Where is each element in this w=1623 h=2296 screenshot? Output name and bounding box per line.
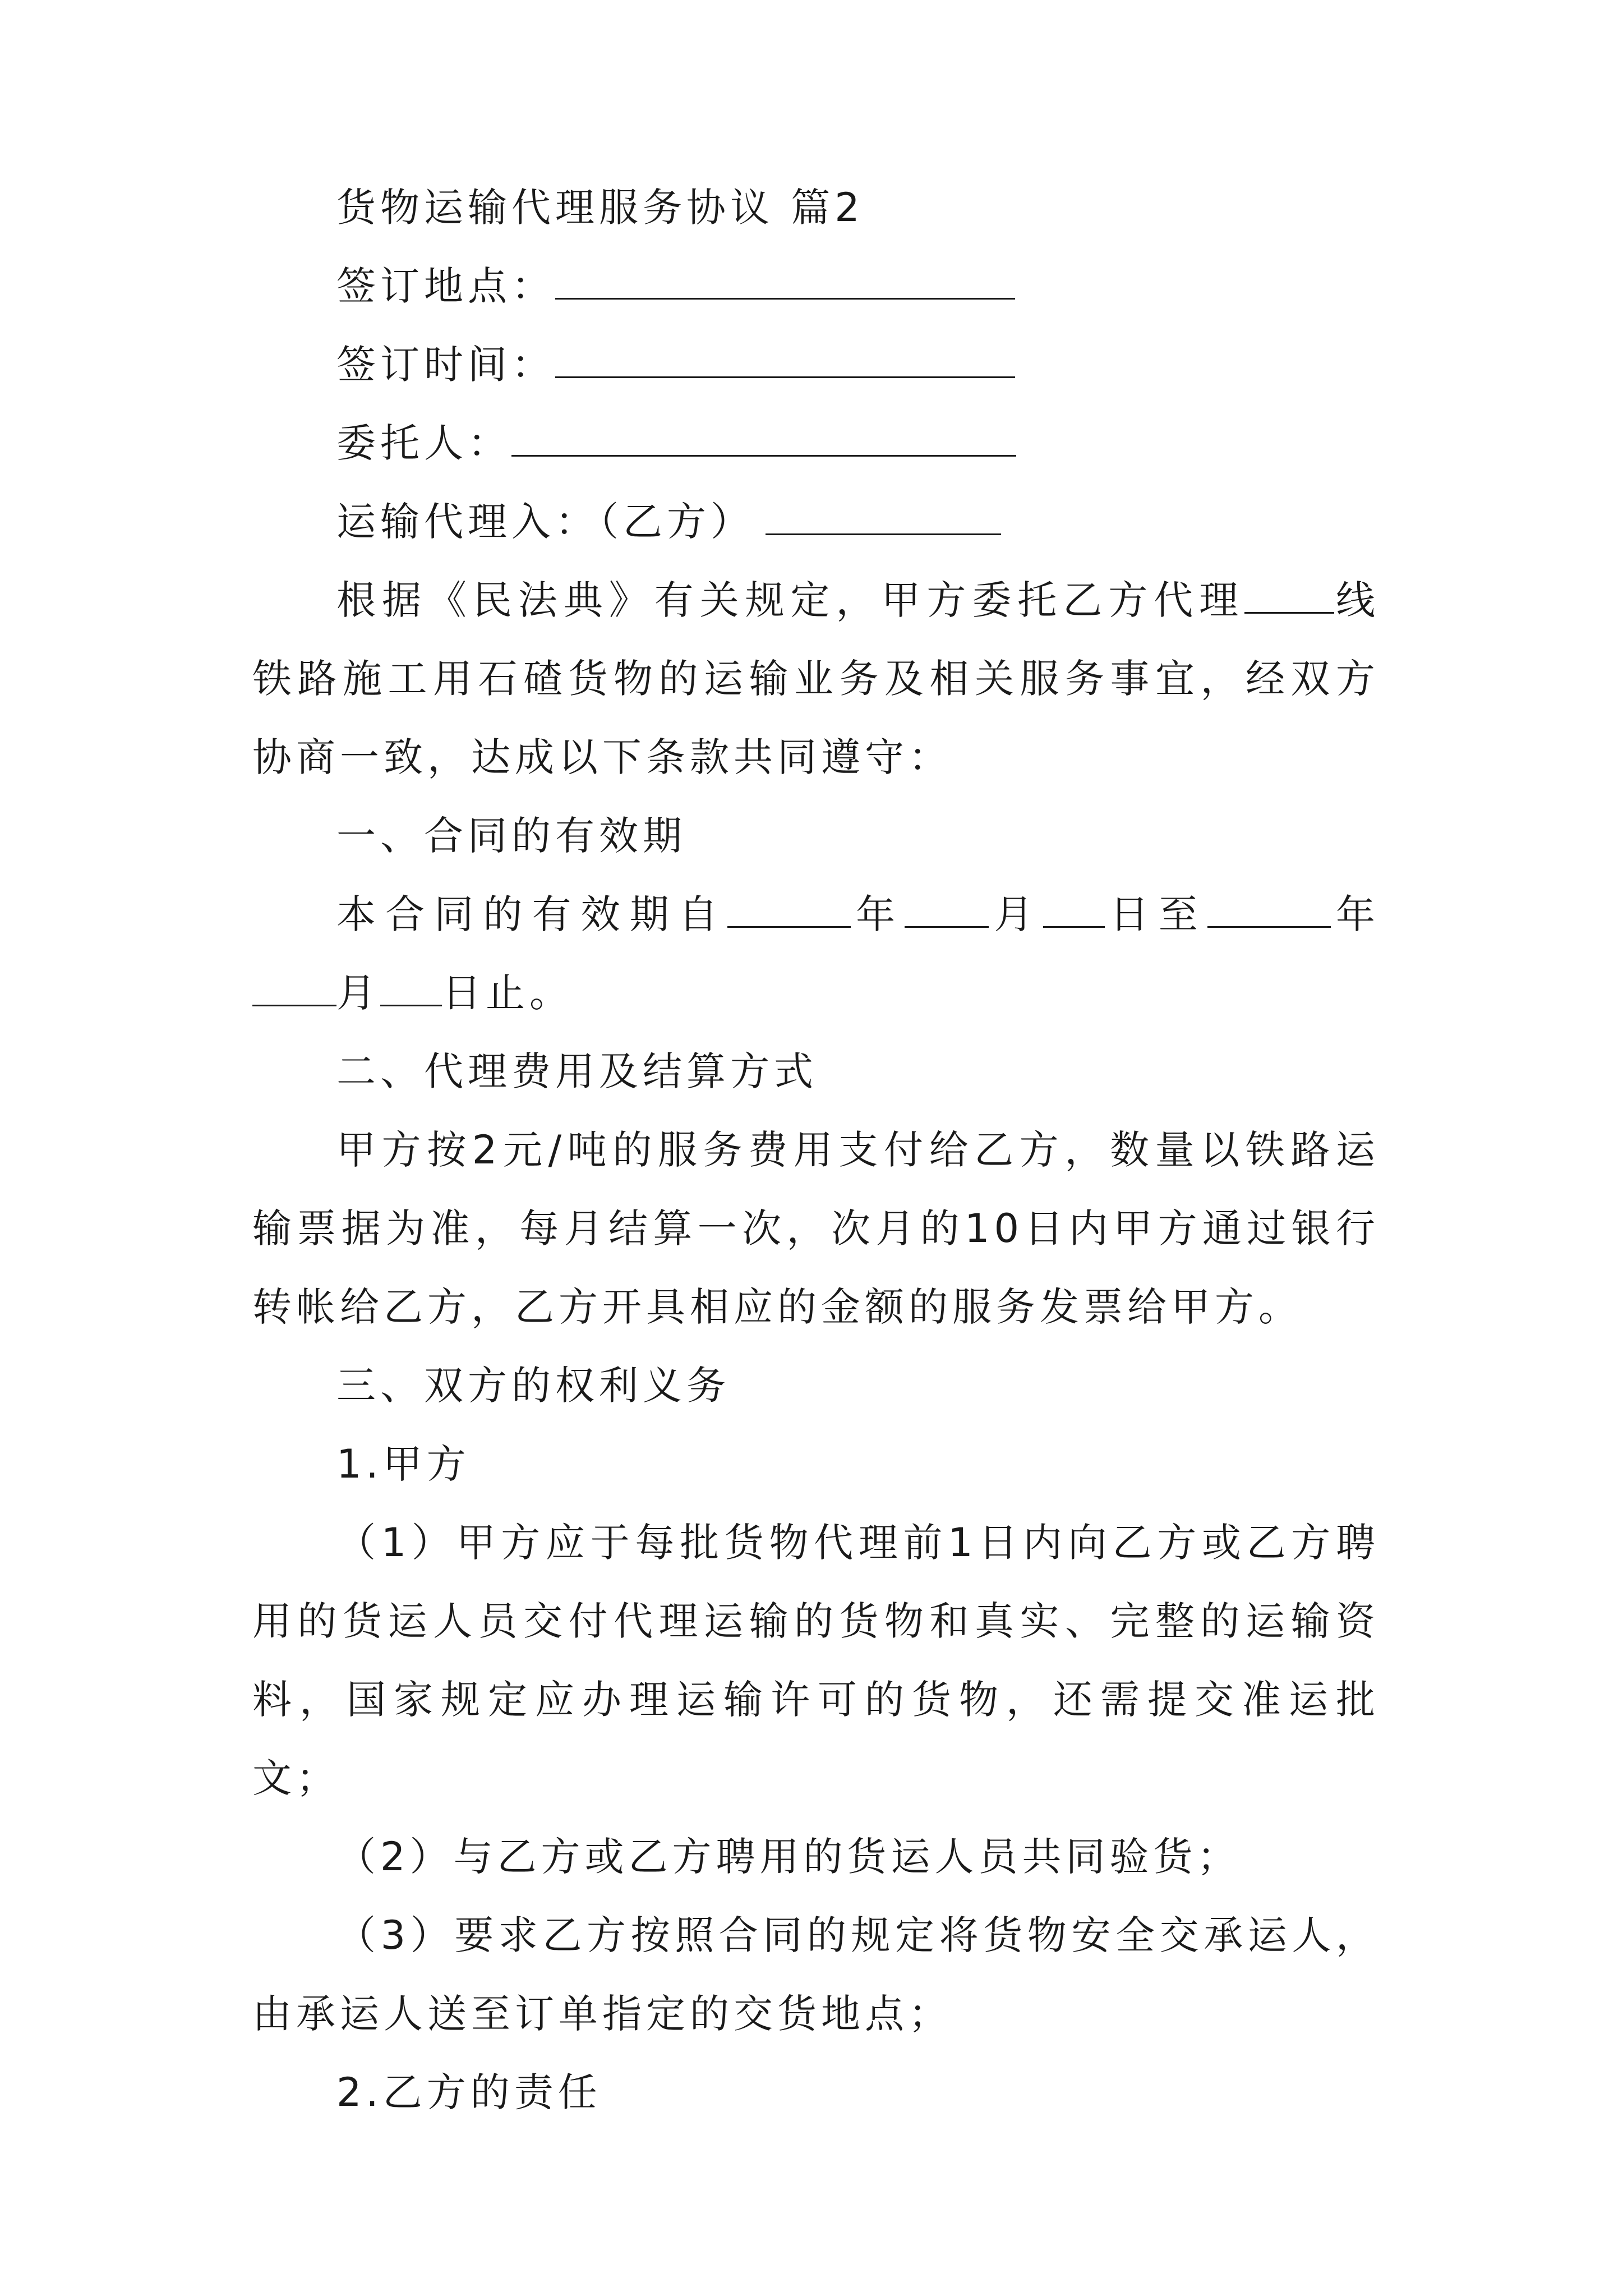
section2-title: 二、代理费用及结算方式 [336,1048,818,1094]
sec1-year2-label: 年 [1330,891,1380,937]
start-day-blank [1043,894,1105,928]
party-a-item-2: （2）与乙方或乙方聘用的货运人员共同验货； [336,1834,1241,1880]
party-a-title: 1.甲方 [336,1441,471,1487]
sign-place-row [252,247,1380,325]
agent-label: 运输代理入：（乙方） [336,499,754,545]
section3-title: 三、双方的权利义务 [336,1363,730,1409]
document-page [252,168,1380,2132]
end-day-blank [380,972,442,1006]
sign-time-row [252,325,1380,404]
section1-title: 一、合同的有效期 [336,813,686,859]
party-a-item-1: （1）甲方应于每批货物代理前1日内向乙方或乙方聘用的货运人员交付代理运输的货物和真实、完整的运输资料，国家规定应办理运输许可的货物，还需提交准运批文； [252,1520,1380,1801]
end-month-blank [252,972,336,1006]
rail-line-blank [1244,579,1334,614]
start-month-blank [905,894,989,928]
intro-text-a: 根据《民法典》有关规定，甲方委托乙方代理 [336,577,1245,623]
sign-time-blank [555,344,1015,378]
sign-time-label: 签订时间： [336,342,555,388]
sign-place-blank [555,265,1015,300]
end-year-blank [1207,894,1331,928]
sec1-end-label: 日止。 [442,970,573,1016]
intro-text-b: 线铁路施工用石碴货物的运输业务及相关服务事宜，经双方协商一致，达成以下条款共同遵守： [252,577,1380,780]
agent-row [252,482,1380,561]
sec1-month2-label: 月 [336,970,380,1016]
doc-title: 货物运输代理服务协议 篇2 [336,185,864,231]
section2-body: 甲方按2元/吨的服务费用支付给乙方，数量以铁路运输票据为准，每月结算一次，次月的10日内甲方通过银行转帐给乙方，乙方开具相应的金额的服务发票给甲方。 [252,1127,1380,1330]
section1-body [252,875,1380,1032]
intro-paragraph [252,561,1380,797]
party-b-title: 2.乙方的责任 [336,2069,602,2115]
sign-place-label: 签订地点： [336,263,555,309]
start-year-blank [727,894,851,928]
sec1-year-label: 年 [851,891,905,937]
sec1-month-label: 月 [989,891,1043,937]
sec1-text: 本合同的有效期自 [336,891,727,937]
client-row [252,404,1380,482]
agent-blank [766,501,1001,535]
client-blank [511,422,1016,457]
sec1-dayto-label: 日至 [1104,891,1207,937]
client-label: 委托人： [336,420,511,466]
party-a-item-3: （3）要求乙方按照合同的规定将货物安全交承运人，由承运人送至订单指定的交货地点； [252,1912,1380,2037]
